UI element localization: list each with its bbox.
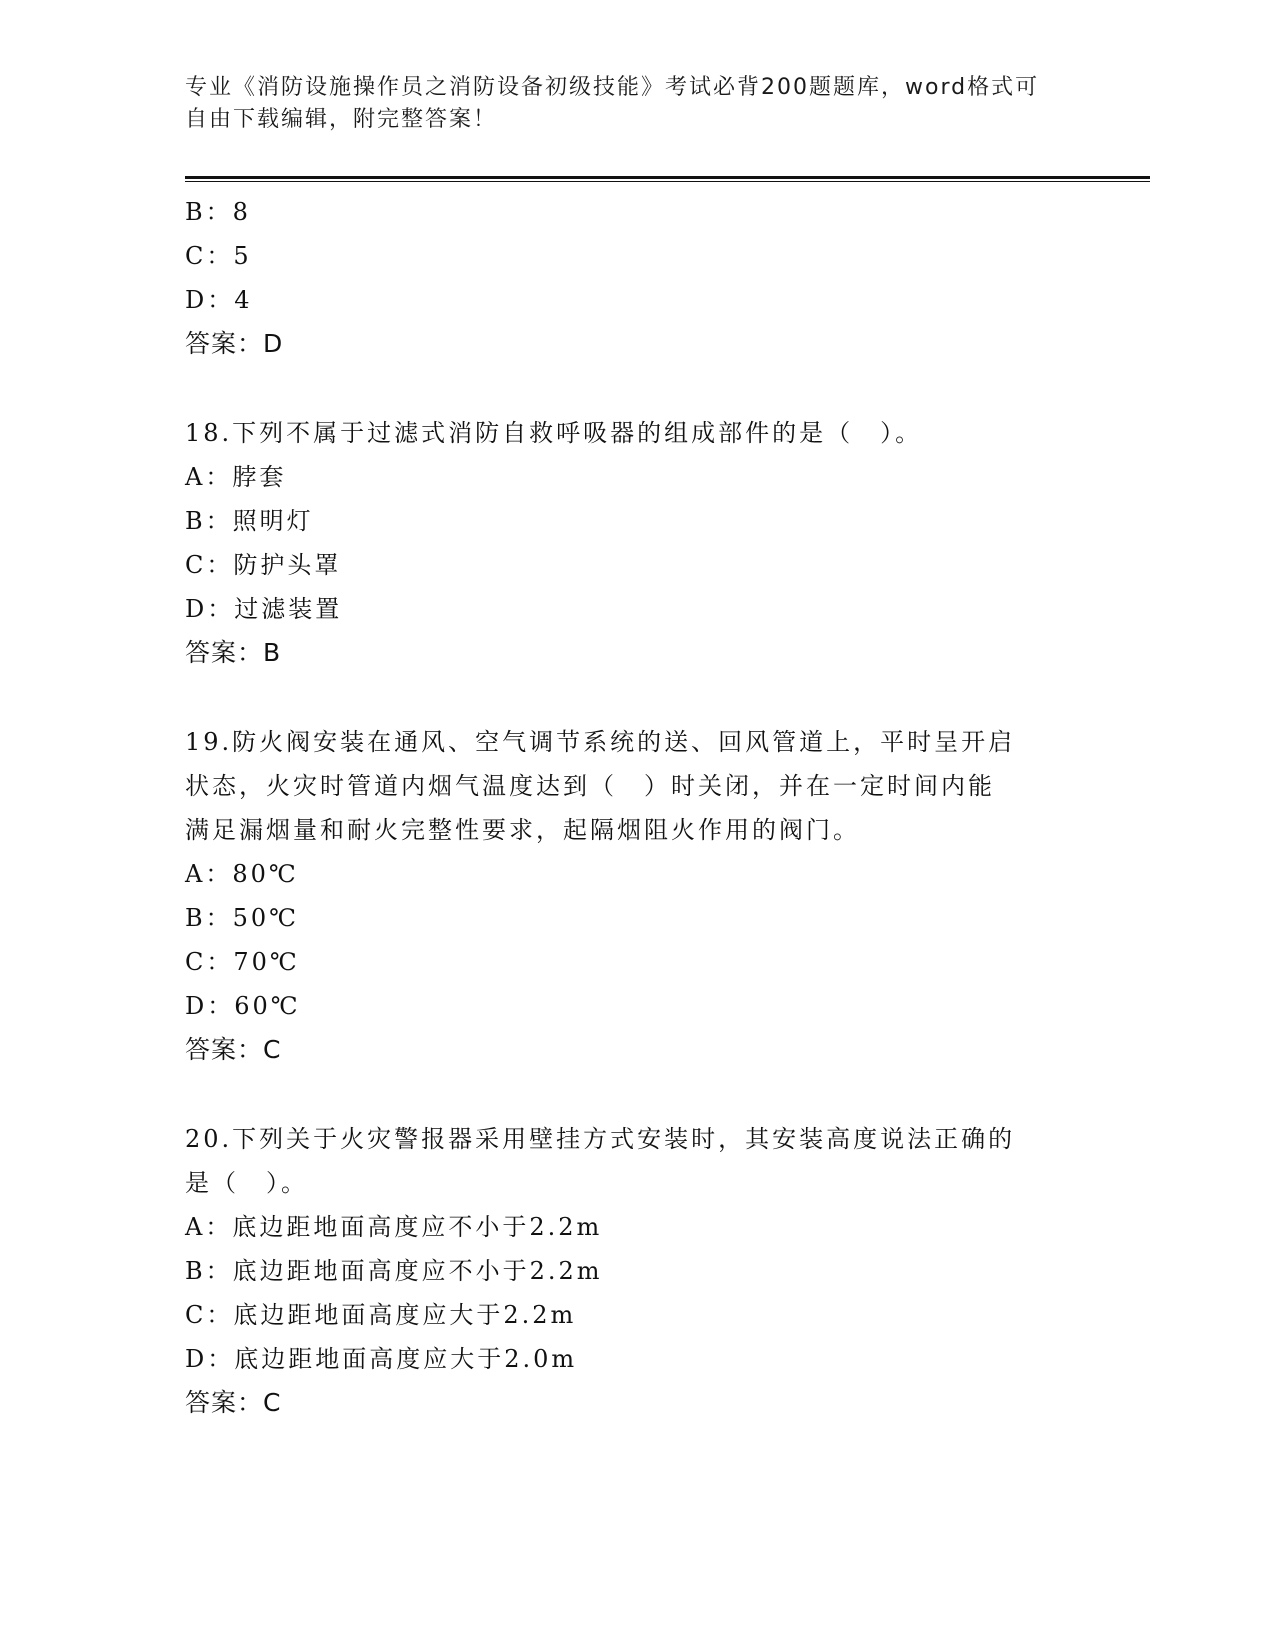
option-d: D：60℃	[185, 992, 301, 1020]
option-a: A：底边距地面高度应不小于2.2m	[185, 1213, 603, 1241]
answer: 答案：B	[185, 638, 282, 667]
question-text-line: 20.下列关于火灾警报器采用壁挂方式安装时，其安装高度说法正确的	[185, 1125, 1016, 1153]
answer: 答案：D	[185, 329, 284, 358]
option-d: D：4	[185, 286, 253, 314]
header-rule-thin	[185, 181, 1150, 182]
header-line-1: 专业《消防设施操作员之消防设备初级技能》考试必背200题题库，word格式可	[185, 75, 1040, 100]
option-b: B：底边距地面高度应不小于2.2m	[185, 1257, 603, 1285]
previous-question-tail	[185, 190, 1085, 366]
option-b: B：照明灯	[185, 507, 314, 535]
option-c: C：防护头罩	[185, 551, 342, 579]
question-text-line: 满足漏烟量和耐火完整性要求，起隔烟阻火作用的阀门。	[185, 816, 860, 844]
option-b: B：8	[185, 198, 251, 226]
option-c: C：70℃	[185, 948, 300, 976]
question-text	[185, 720, 1055, 852]
question-text-line: 18.下列不属于过滤式消防自救呼吸器的组成部件的是（ ）。	[185, 419, 923, 447]
question-18	[185, 411, 1085, 675]
question-text	[185, 1117, 1055, 1205]
header-line-2: 自由下载编辑，附完整答案！	[185, 107, 498, 132]
document-header	[185, 72, 1065, 136]
option-d: D：过滤装置	[185, 595, 343, 623]
question-text-line: 是（ ）。	[185, 1169, 308, 1197]
answer: 答案：C	[185, 1035, 282, 1064]
option-d: D：底边距地面高度应大于2.0m	[185, 1345, 578, 1373]
question-text	[185, 411, 1055, 455]
question-text-line: 状态，火灾时管道内烟气温度达到（ ）时关闭，并在一定时间内能	[185, 772, 995, 800]
option-a: A：80℃	[185, 860, 299, 888]
header-rule-thick	[185, 176, 1150, 179]
answer: 答案：C	[185, 1388, 282, 1417]
question-content	[185, 190, 1085, 1425]
question-text-line: 19.防火阀安装在通风、空气调节系统的送、回风管道上，平时呈开启	[185, 728, 1016, 756]
option-c: C：底边距地面高度应大于2.2m	[185, 1301, 577, 1329]
option-b: B：50℃	[185, 904, 300, 932]
option-a: A：脖套	[185, 463, 287, 491]
question-19	[185, 720, 1085, 1072]
option-c: C：5	[185, 242, 252, 270]
question-20	[185, 1117, 1085, 1425]
